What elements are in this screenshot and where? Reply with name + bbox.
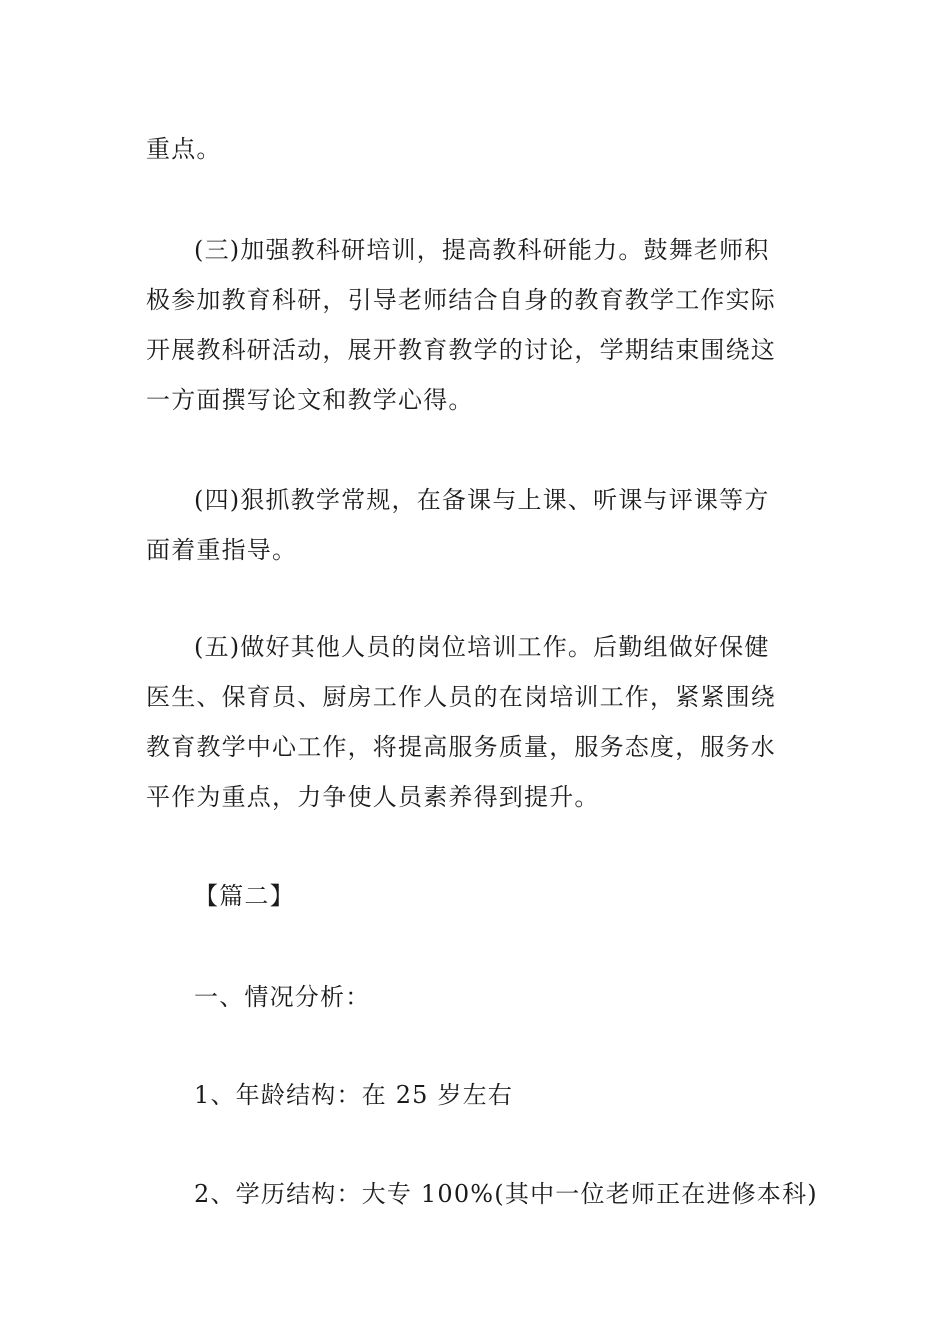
paragraph-5 — [146, 622, 806, 822]
paragraph-4 — [146, 475, 806, 575]
list-item-education: 2、学历结构：大专 100%(其中一位老师正在进修本科) — [194, 1180, 818, 1208]
text-line: 重点。 — [146, 135, 222, 163]
text-line: (三)加强教科研培训，提高教科研能力。鼓舞老师积 — [194, 236, 770, 264]
analysis-heading: 一、情况分析： — [194, 983, 371, 1011]
list-item-age: 1、年龄结构：在 25 岁左右 — [194, 1081, 514, 1109]
paragraph-tail — [146, 124, 806, 174]
section-heading: 【篇二】 — [194, 882, 295, 910]
text-line: 开展教科研活动，展开教育教学的讨论，学期结束围绕这 — [146, 336, 776, 364]
text-line: (四)狠抓教学常规，在备课与上课、听课与评课等方 — [194, 486, 770, 514]
text-line: 教育教学中心工作，将提高服务质量，服务态度，服务水 — [146, 733, 776, 761]
paragraph-3 — [146, 225, 806, 425]
text-line: 面着重指导。 — [146, 536, 298, 564]
text-line: 一方面撰写论文和教学心得。 — [146, 386, 474, 414]
text-line: 极参加教育科研，引导老师结合自身的教育教学工作实际 — [146, 286, 776, 314]
text-line: (五)做好其他人员的岗位培训工作。后勤组做好保健 — [194, 633, 770, 661]
text-line: 平作为重点，力争使人员素养得到提升。 — [146, 783, 600, 811]
text-line: 医生、保育员、厨房工作人员的在岗培训工作，紧紧围绕 — [146, 683, 776, 711]
